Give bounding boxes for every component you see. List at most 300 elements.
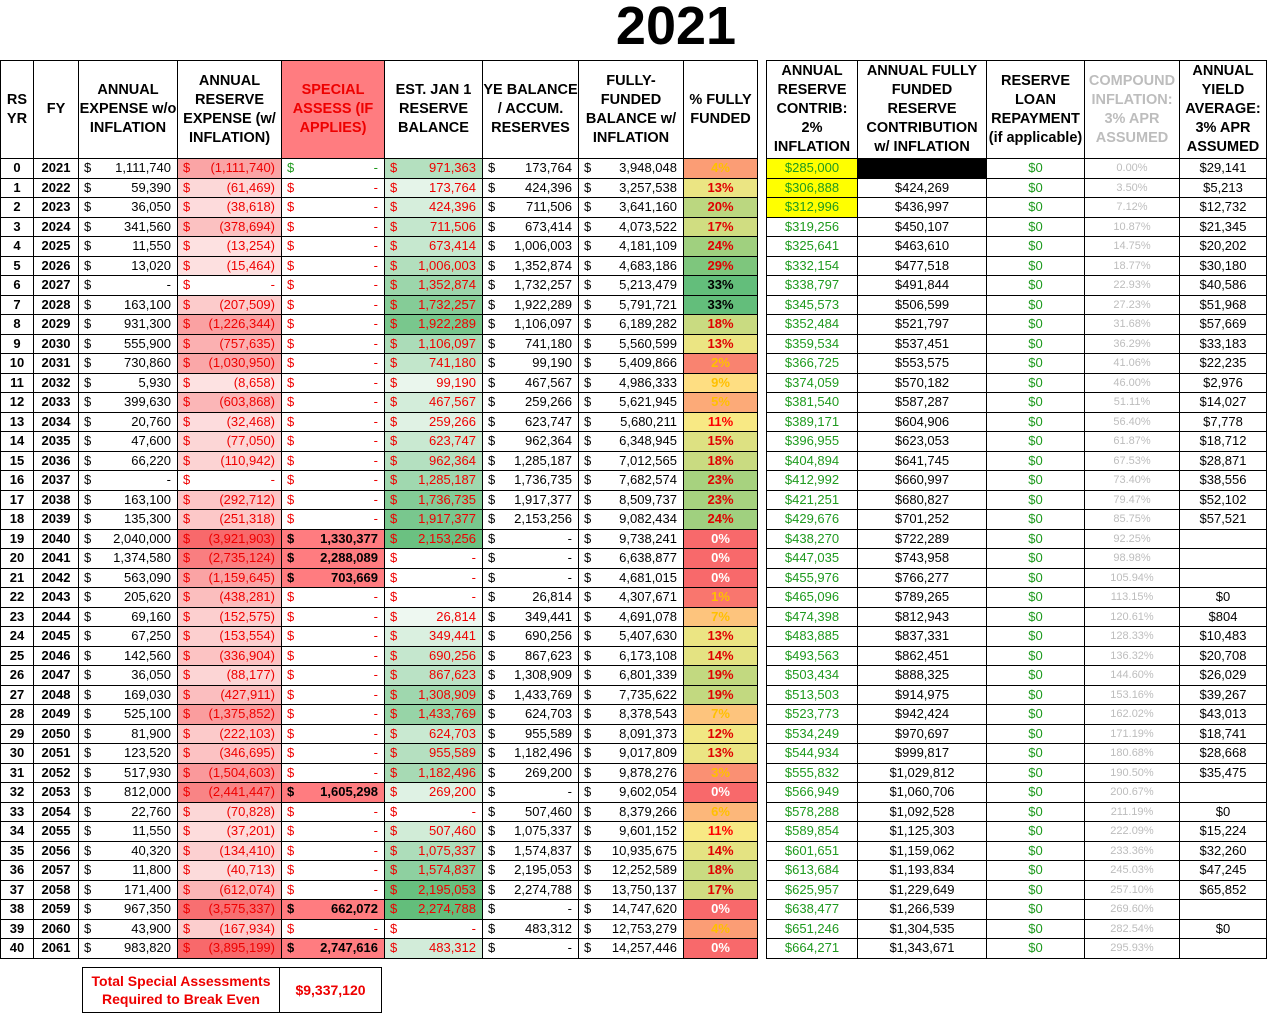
special-assess-cell — [282, 705, 385, 725]
cell-value: 1,352,874 — [418, 277, 476, 293]
dollar-sign: $ — [287, 589, 295, 605]
dollar-sign: $ — [390, 589, 398, 605]
dollar-sign: $ — [390, 803, 398, 819]
contrib-cell: $352,484 — [767, 315, 858, 335]
pct-funded-cell: 18% — [684, 861, 758, 881]
contrib-cell: $312,996 — [767, 198, 858, 218]
pct-funded-cell: 5% — [684, 393, 758, 413]
special-assess-cell — [282, 334, 385, 354]
cell-value: 6,638,877 — [619, 550, 677, 566]
fully-funded-cell — [579, 159, 684, 179]
fy-cell: 2054 — [34, 802, 79, 822]
cell-value: (1,504,603) — [208, 764, 275, 780]
yield-cell: $20,708 — [1180, 646, 1267, 666]
table-row — [1, 646, 758, 666]
dollar-sign: $ — [84, 745, 92, 761]
cell-value: 14,747,620 — [611, 901, 677, 917]
fully-funded-cell — [579, 373, 684, 393]
table-row — [767, 802, 1267, 822]
cell-value: 9,017,809 — [619, 745, 677, 761]
dollar-sign: $ — [584, 316, 592, 332]
fy-cell: 2027 — [34, 276, 79, 296]
cell-value: 931,300 — [124, 316, 171, 332]
fy-cell: 2050 — [34, 724, 79, 744]
fully-funded-cell — [579, 783, 684, 803]
table-row — [1, 471, 758, 491]
loan-cell: $0 — [987, 900, 1085, 920]
dollar-sign: $ — [183, 199, 191, 215]
est-jan-cell — [385, 432, 483, 452]
dollar-sign: $ — [84, 901, 92, 917]
est-jan-cell — [385, 705, 483, 725]
contrib-cell: $493,563 — [767, 646, 858, 666]
table-row — [1, 510, 758, 530]
pct-funded-cell: 13% — [684, 744, 758, 764]
dollar-sign: $ — [390, 745, 398, 761]
table-row — [1, 295, 758, 315]
fully-funded-contrib-cell: $789,265 — [858, 588, 987, 608]
expense-cell — [79, 939, 178, 959]
dollar-sign: $ — [183, 550, 191, 566]
rs-yr-cell: 16 — [1, 471, 34, 491]
est-jan-cell — [385, 568, 483, 588]
dollar-sign: $ — [390, 452, 398, 468]
loan-cell: $0 — [987, 451, 1085, 471]
table-row — [767, 685, 1267, 705]
loan-cell: $0 — [987, 841, 1085, 861]
dollar-sign: $ — [287, 940, 295, 956]
rs-yr-cell: 31 — [1, 763, 34, 783]
cell-value: 1,736,735 — [514, 472, 572, 488]
fy-cell: 2052 — [34, 763, 79, 783]
cell-value: 1,352,874 — [514, 257, 572, 273]
cell-value: (110,942) — [220, 452, 275, 468]
fully-funded-contrib-cell: $641,745 — [858, 451, 987, 471]
table-row — [1, 763, 758, 783]
header-est-jan: EST. JAN 1 RESERVE BALANCE — [385, 61, 483, 159]
header-fully-funded: FULLY-FUNDED BALANCE w/ INFLATION — [579, 61, 684, 159]
expense-cell — [79, 802, 178, 822]
dollar-sign: $ — [287, 608, 295, 624]
cell-value: 1,732,257 — [514, 277, 572, 293]
dollar-sign: $ — [84, 257, 92, 273]
contrib-cell: $359,534 — [767, 334, 858, 354]
dollar-sign: $ — [488, 550, 496, 566]
dollar-sign: $ — [287, 355, 295, 371]
dollar-sign: $ — [183, 569, 191, 585]
loan-cell: $0 — [987, 822, 1085, 842]
fully-funded-contrib-cell: $837,331 — [858, 627, 987, 647]
dollar-sign: $ — [584, 608, 592, 624]
cell-value: 1,917,377 — [514, 491, 572, 507]
loan-cell: $0 — [987, 568, 1085, 588]
dollar-sign: $ — [287, 179, 295, 195]
cell-value: - — [471, 803, 476, 819]
table-row — [767, 861, 1267, 881]
ye-balance-cell — [483, 529, 579, 549]
dollar-sign: $ — [183, 920, 191, 936]
compound-cell: 36.29% — [1085, 334, 1180, 354]
fy-cell: 2058 — [34, 880, 79, 900]
dollar-sign: $ — [390, 823, 398, 839]
pct-funded-cell: 33% — [684, 295, 758, 315]
cell-value: (336,904) — [219, 647, 275, 663]
compound-cell: 73.40% — [1085, 471, 1180, 491]
cell-value: - — [373, 472, 378, 488]
dollar-sign: $ — [488, 277, 496, 293]
cell-value: - — [567, 784, 572, 800]
fully-funded-contrib-cell — [858, 159, 987, 179]
dollar-sign: $ — [390, 491, 398, 507]
table-row — [1, 822, 758, 842]
yield-cell: $804 — [1180, 607, 1267, 627]
dollar-sign: $ — [584, 745, 592, 761]
cell-value: 703,669 — [331, 569, 378, 585]
cell-value: 1,922,289 — [418, 316, 476, 332]
contrib-cell: $483,885 — [767, 627, 858, 647]
fully-funded-contrib-cell: $722,289 — [858, 529, 987, 549]
dollar-sign: $ — [287, 374, 295, 390]
dollar-sign: $ — [84, 491, 92, 507]
dollar-sign: $ — [287, 296, 295, 312]
yield-cell: $47,245 — [1180, 861, 1267, 881]
header-compound: COMPOUND INFLATION: 3% APR ASSUMED — [1085, 61, 1180, 159]
cell-value: 173,764 — [525, 160, 572, 176]
table-row — [1, 490, 758, 510]
cell-value: 563,090 — [124, 569, 171, 585]
reserve-expense-cell — [178, 373, 282, 393]
rs-yr-cell: 24 — [1, 627, 34, 647]
special-assess-cell — [282, 295, 385, 315]
contrib-cell: $664,271 — [767, 939, 858, 959]
contrib-cell: $374,059 — [767, 373, 858, 393]
table-row — [767, 783, 1267, 803]
cell-value: 12,753,279 — [611, 920, 677, 936]
ye-balance-cell — [483, 217, 579, 237]
fy-cell: 2030 — [34, 334, 79, 354]
cell-value: (2,441,447) — [208, 784, 275, 800]
fy-cell: 2048 — [34, 685, 79, 705]
rs-yr-cell: 10 — [1, 354, 34, 374]
dollar-sign: $ — [183, 589, 191, 605]
fully-funded-cell — [579, 900, 684, 920]
fy-cell: 2042 — [34, 568, 79, 588]
cell-value: - — [373, 355, 378, 371]
dollar-sign: $ — [584, 842, 592, 858]
table-row — [1, 315, 758, 335]
header-yield: ANNUAL YIELD AVERAGE: 3% APR ASSUMED — [1180, 61, 1267, 159]
fully-funded-contrib-cell: $1,343,671 — [858, 939, 987, 959]
special-assess-cell — [282, 724, 385, 744]
dollar-sign: $ — [488, 472, 496, 488]
table-row — [1, 666, 758, 686]
dollar-sign: $ — [584, 764, 592, 780]
dollar-sign: $ — [488, 725, 496, 741]
cell-value: (1,159,645) — [208, 569, 275, 585]
ye-balance-cell — [483, 471, 579, 491]
est-jan-cell — [385, 373, 483, 393]
ye-balance-cell — [483, 822, 579, 842]
contrib-cell: $381,540 — [767, 393, 858, 413]
cell-value: - — [471, 589, 476, 605]
loan-cell: $0 — [987, 412, 1085, 432]
fy-cell: 2036 — [34, 451, 79, 471]
reserve-expense-cell — [178, 919, 282, 939]
compound-cell: 171.19% — [1085, 724, 1180, 744]
dollar-sign: $ — [584, 823, 592, 839]
yield-cell: $35,475 — [1180, 763, 1267, 783]
table-row — [1, 841, 758, 861]
est-jan-cell — [385, 861, 483, 881]
dollar-sign: $ — [390, 667, 398, 683]
dollar-sign: $ — [390, 901, 398, 917]
ye-balance-cell — [483, 763, 579, 783]
dollar-sign: $ — [488, 647, 496, 663]
reserve-expense-cell — [178, 471, 282, 491]
cell-value: 66,220 — [131, 452, 171, 468]
dollar-sign: $ — [390, 920, 398, 936]
cell-value: 22,760 — [131, 803, 171, 819]
cell-value: - — [373, 491, 378, 507]
dollar-sign: $ — [287, 862, 295, 878]
dollar-sign: $ — [183, 452, 191, 468]
dollar-sign: $ — [584, 686, 592, 702]
loan-cell: $0 — [987, 607, 1085, 627]
special-assess-cell — [282, 198, 385, 218]
est-jan-cell — [385, 685, 483, 705]
cell-value: 1,182,496 — [514, 745, 572, 761]
pct-funded-cell: 15% — [684, 432, 758, 452]
dollar-sign: $ — [287, 413, 295, 429]
fully-funded-cell — [579, 393, 684, 413]
cell-value: 662,072 — [331, 901, 378, 917]
est-jan-cell — [385, 412, 483, 432]
dollar-sign: $ — [84, 530, 92, 546]
loan-cell: $0 — [987, 666, 1085, 686]
cell-value: 349,441 — [429, 628, 476, 644]
fully-funded-contrib-cell: $1,229,649 — [858, 880, 987, 900]
compound-cell: 200.67% — [1085, 783, 1180, 803]
fy-cell: 2059 — [34, 900, 79, 920]
pct-funded-cell: 4% — [684, 919, 758, 939]
compound-cell: 56.40% — [1085, 412, 1180, 432]
fy-cell: 2034 — [34, 412, 79, 432]
cell-value: 11,800 — [132, 862, 171, 878]
expense-cell — [79, 861, 178, 881]
pct-funded-cell: 12% — [684, 724, 758, 744]
cell-value: 2,153,256 — [418, 530, 476, 546]
cell-value: (77,050) — [226, 433, 275, 449]
contrib-cell: $285,000 — [767, 159, 858, 179]
table-row — [767, 471, 1267, 491]
dollar-sign: $ — [287, 920, 295, 936]
cell-value: - — [373, 823, 378, 839]
dollar-sign: $ — [584, 218, 592, 234]
dollar-sign: $ — [488, 433, 496, 449]
dollar-sign: $ — [584, 413, 592, 429]
cell-value: (3,895,199) — [208, 940, 275, 956]
reserve-expense-cell — [178, 276, 282, 296]
expense-cell — [79, 295, 178, 315]
special-assess-cell — [282, 841, 385, 861]
dollar-sign: $ — [584, 784, 592, 800]
expense-cell — [79, 919, 178, 939]
cell-value: (1,375,852) — [208, 706, 275, 722]
rs-yr-cell: 28 — [1, 705, 34, 725]
dollar-sign: $ — [183, 218, 191, 234]
fully-funded-contrib-cell: $491,844 — [858, 276, 987, 296]
reserve-expense-cell — [178, 880, 282, 900]
dollar-sign: $ — [488, 160, 496, 176]
table-row — [767, 939, 1267, 959]
compound-cell: 0.00% — [1085, 159, 1180, 179]
compound-cell: 136.32% — [1085, 646, 1180, 666]
yield-cell: $29,141 — [1180, 159, 1267, 179]
compound-cell: 113.15% — [1085, 588, 1180, 608]
compound-cell: 257.10% — [1085, 880, 1180, 900]
dollar-sign: $ — [488, 413, 496, 429]
contrib-cell: $455,976 — [767, 568, 858, 588]
ye-balance-cell — [483, 354, 579, 374]
cell-value: (40,713) — [226, 862, 275, 878]
fy-cell: 2024 — [34, 217, 79, 237]
cell-value: - — [567, 569, 572, 585]
cell-value: - — [373, 647, 378, 663]
table-row — [767, 646, 1267, 666]
fully-funded-contrib-cell: $1,060,706 — [858, 783, 987, 803]
reserve-expense-cell — [178, 666, 282, 686]
cell-value: 9,878,276 — [619, 764, 677, 780]
cell-value: 730,860 — [124, 355, 171, 371]
dollar-sign: $ — [584, 862, 592, 878]
fy-cell: 2031 — [34, 354, 79, 374]
loan-cell: $0 — [987, 393, 1085, 413]
contrib-cell: $474,398 — [767, 607, 858, 627]
loan-cell: $0 — [987, 627, 1085, 647]
reserve-expense-cell — [178, 198, 282, 218]
cell-value: 624,703 — [525, 706, 572, 722]
expense-cell — [79, 705, 178, 725]
ye-balance-cell — [483, 568, 579, 588]
special-assess-cell — [282, 510, 385, 530]
dollar-sign: $ — [84, 764, 92, 780]
table-row — [767, 178, 1267, 198]
yield-cell: $0 — [1180, 802, 1267, 822]
fy-cell: 2033 — [34, 393, 79, 413]
dollar-sign: $ — [183, 725, 191, 741]
fully-funded-contrib-cell: $506,599 — [858, 295, 987, 315]
table-row — [1, 334, 758, 354]
cell-value: - — [373, 296, 378, 312]
fully-funded-cell — [579, 919, 684, 939]
yield-cell: $26,029 — [1180, 666, 1267, 686]
table-row — [1, 159, 758, 179]
rs-yr-cell: 38 — [1, 900, 34, 920]
cell-value: - — [373, 920, 378, 936]
cell-value: - — [373, 394, 378, 410]
fully-funded-cell — [579, 705, 684, 725]
table-row — [1, 549, 758, 569]
fully-funded-cell — [579, 256, 684, 276]
fully-funded-contrib-cell: $743,958 — [858, 549, 987, 569]
fully-funded-cell — [579, 451, 684, 471]
table-row — [1, 705, 758, 725]
fy-cell: 2037 — [34, 471, 79, 491]
fy-cell: 2053 — [34, 783, 79, 803]
expense-cell — [79, 159, 178, 179]
contrib-cell: $429,676 — [767, 510, 858, 530]
cell-value: - — [373, 764, 378, 780]
dollar-sign: $ — [287, 511, 295, 527]
cell-value: 1,374,580 — [113, 550, 171, 566]
reserve-expense-cell — [178, 412, 282, 432]
dollar-sign: $ — [84, 784, 92, 800]
cell-value: 47,600 — [131, 433, 171, 449]
cell-value: 1,308,909 — [418, 686, 476, 702]
fully-funded-cell — [579, 315, 684, 335]
special-assess-cell — [282, 412, 385, 432]
pct-funded-cell: 0% — [684, 900, 758, 920]
table-row — [767, 373, 1267, 393]
cell-value: 8,091,373 — [619, 725, 677, 741]
pct-funded-cell: 18% — [684, 315, 758, 335]
dollar-sign: $ — [183, 764, 191, 780]
cell-value: 259,266 — [525, 394, 572, 410]
dollar-sign: $ — [183, 179, 191, 195]
cell-value: 971,363 — [429, 160, 476, 176]
fy-cell: 2061 — [34, 939, 79, 959]
dollar-sign: $ — [287, 257, 295, 273]
expense-cell — [79, 900, 178, 920]
compound-cell: 41.06% — [1085, 354, 1180, 374]
compound-cell: 282.54% — [1085, 919, 1180, 939]
table-row — [767, 393, 1267, 413]
cell-value: 690,256 — [525, 628, 572, 644]
dollar-sign: $ — [584, 472, 592, 488]
fully-funded-cell — [579, 237, 684, 257]
est-jan-cell — [385, 607, 483, 627]
ye-balance-cell — [483, 783, 579, 803]
reserve-expense-cell — [178, 822, 282, 842]
ye-balance-cell — [483, 393, 579, 413]
special-assess-cell — [282, 744, 385, 764]
pct-funded-cell: 18% — [684, 451, 758, 471]
reserve-expense-cell — [178, 627, 282, 647]
compound-cell: 61.87% — [1085, 432, 1180, 452]
table-row — [767, 159, 1267, 179]
dollar-sign: $ — [84, 433, 92, 449]
rs-yr-cell: 11 — [1, 373, 34, 393]
cell-value: 4,986,333 — [619, 374, 677, 390]
cell-value: 4,181,109 — [619, 238, 677, 254]
header-ye-balance: YE BALANCE / ACCUM. RESERVES — [483, 61, 579, 159]
fy-cell: 2060 — [34, 919, 79, 939]
dollar-sign: $ — [287, 491, 295, 507]
reserve-expense-cell — [178, 841, 282, 861]
pct-funded-cell: 11% — [684, 822, 758, 842]
loan-cell: $0 — [987, 490, 1085, 510]
cell-value: 9,602,054 — [619, 784, 677, 800]
cell-value: 1,285,187 — [514, 452, 572, 468]
dollar-sign: $ — [390, 686, 398, 702]
dollar-sign: $ — [84, 920, 92, 936]
fully-funded-contrib-cell: $537,451 — [858, 334, 987, 354]
est-jan-cell — [385, 744, 483, 764]
reserve-expense-cell — [178, 237, 282, 257]
header-fully-funded-contrib: ANNUAL FULLY FUNDED RESERVE CONTRIBUTION w/ INFLATION — [858, 61, 987, 159]
fy-cell: 2055 — [34, 822, 79, 842]
fy-cell: 2021 — [34, 159, 79, 179]
